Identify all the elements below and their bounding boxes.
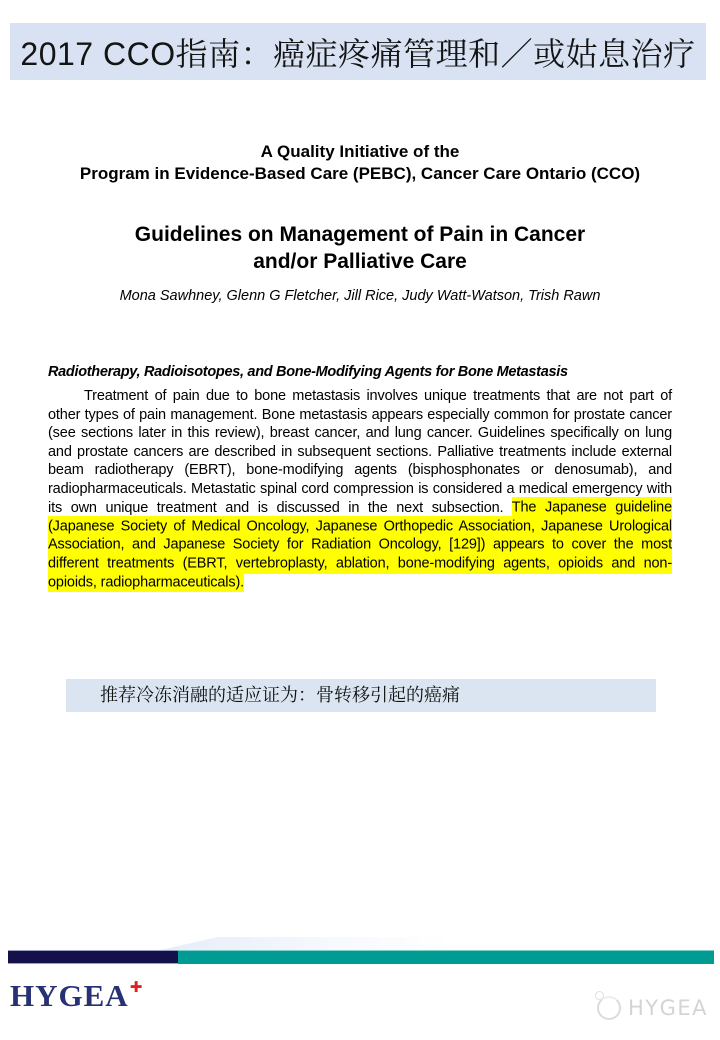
- document-title-line1: Guidelines on Management of Pain in Cancer: [134, 223, 586, 246]
- authors-line: Mona Sawhney, Glenn G Fletcher, Jill Rice, Judy Watt-Watson, Trish Rawn: [119, 288, 601, 304]
- recommendation-text: 推荐冷冻消融的适应证为：骨转移引起的癌痛: [100, 685, 460, 705]
- body-text-block: [48, 363, 672, 592]
- red-cross-icon: ✚: [129, 978, 143, 996]
- document-title: [0, 221, 720, 275]
- initiative-block: [0, 141, 720, 185]
- hygea-logo-text: HYGEA: [10, 978, 129, 1013]
- footer-swoosh-decoration: [160, 937, 450, 950]
- hygea-logo: [10, 980, 141, 1011]
- hygea-watermark-text: HYGEA: [627, 996, 708, 1020]
- footer-bar-navy-segment: [8, 950, 178, 964]
- body-paragraph: [48, 387, 672, 592]
- section-heading: Radiotherapy, Radioisotopes, and Bone-Modifying Agents for Bone Metastasis: [48, 364, 568, 380]
- document-title-line2: and/or Palliative Care: [253, 250, 467, 273]
- initiative-line1: A Quality Initiative of the: [260, 142, 460, 161]
- hygea-watermark-icon: [597, 996, 621, 1020]
- footer-bar-teal-segment: [178, 950, 714, 964]
- slide-title: 2017 CCO指南：癌症疼痛管理和／或姑息治疗: [20, 35, 696, 72]
- highlighted-text: The Japanese guideline (Japanese Society of Medical Oncology, Japanese Orthopedic Association, Japanese Urological Association, and Japanese Society for Radiation Oncology, [129]) appears to cover the most different treatments (EBRT, vertebroplasty, ablation, bone-modifying agents, opioids and non-opioids, radiopharmaceuticals).: [48, 497, 672, 592]
- recommendation-callout: [66, 679, 656, 712]
- hygea-watermark: [597, 996, 708, 1020]
- initiative-line2: Program in Evidence-Based Care (PEBC), Cancer Care Ontario (CCO): [79, 164, 641, 183]
- slide-title-bar: [10, 23, 706, 80]
- footer-divider-bar: [8, 950, 714, 964]
- paragraph-text: Treatment of pain due to bone metastasis involves unique treatments that are not part of other types of pain management. Bone metastasis appears especially common for prostate cancer (see sections later in this review), breast cancer, and lung cancer. Guidelines specifically on lung and prostate cancers are described in subsequent sections. Palliative treatments include external beam radiotherapy (EBRT), bone-modifying agents (bisphosphonates or denosumab), and radiopharmaceuticals. Metastatic spinal cord compression is considered a medical emergency with its own unique treatment and is discussed in the next subsection.: [48, 388, 672, 516]
